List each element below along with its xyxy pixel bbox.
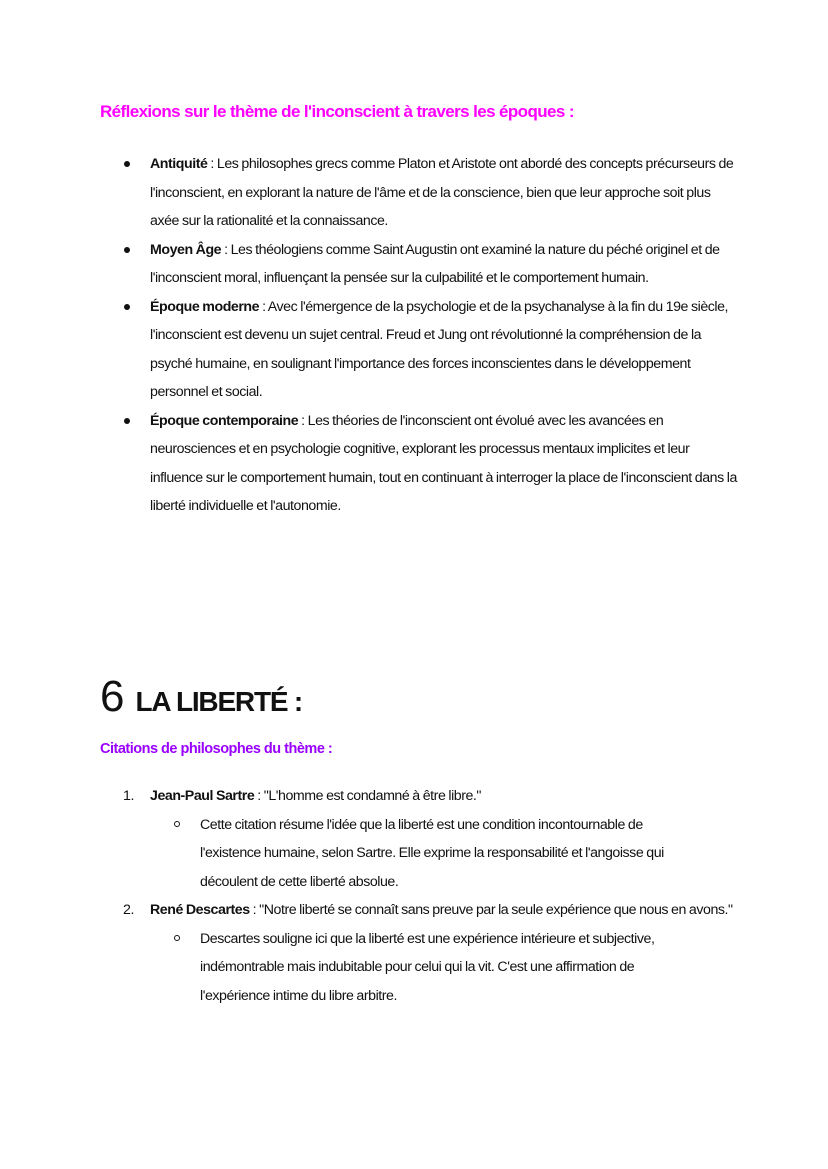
author-name: René Descartes [150,902,250,918]
item-text: : Les philosophes grecs comme Platon et Aristote ont abordé des concepts précurseurs de l'inconscient, en explorant la nature de l'âme et de la conscience, bien que leur approche soit plus axée sur la rationalité et la connaissance. [150,156,734,229]
comment-item [200,925,700,1011]
comment-sublist [200,811,700,897]
list-number: 1. [123,788,134,804]
term-label: Époque moderne [150,298,260,315]
bullet-icon [124,304,130,310]
hollow-bullet-icon [174,935,180,941]
citation-item-descartes [123,896,740,1010]
quote-text: : "L'homme est condamné à être libre." [254,788,482,804]
bullet-icon [124,418,130,424]
list-item-epoque-moderne [150,293,740,407]
item-text: : Les théologiens comme Saint Augustin ont examiné la nature du péché originel et de l'inconscient moral, influençant la pensée sur la culpabilité et le comportement humain. [150,241,720,286]
quote-text: : "Notre liberté se connaît sans preuve par la seule expérience que nous en avons." [249,902,733,918]
term-label: Moyen Âge [150,241,222,258]
list-item-moyen-age [150,236,740,293]
section-heading [100,672,302,722]
item-text: : Les théories de l'inconscient ont évolué avec les avancées en neurosciences et en psychologie cognitive, explorant les processus mentaux implicites et leur influence sur le comportement humain, tout en continuant à interroger la place de l'inconscient dans la liberté individuelle et l'autonomie. [150,412,737,514]
epochs-bullet-list [150,150,740,521]
term-label: Antiquité [150,156,208,172]
citations-numbered-list [123,782,740,1010]
citations-heading: Citations de philosophes du thème : [100,741,333,757]
section-title: LA LIBERTÉ : [135,686,303,717]
bullet-icon [124,161,130,167]
list-item-epoque-contemporaine [150,407,740,521]
term-label: Époque contemporaine [150,412,299,429]
list-item-antiquite [150,150,740,236]
item-text: : Avec l'émergence de la psychologie et de la psychanalyse à la fin du 19e siècle, l'inconscient est devenu un sujet central. Freud et Jung ont révolutionné la compréhension de la psyché humaine, en soulignant l'importance des forces inconscientes dans le développement personnel et social. [150,298,729,400]
list-number: 2. [123,902,134,918]
reflexions-heading: Réflexions sur le thème de l'inconscient à travers les époques : [100,102,574,121]
bullet-icon [124,247,130,253]
hollow-bullet-icon [174,821,180,827]
citation-item-sartre [123,782,740,896]
section-number: 6 [100,672,124,721]
comment-text: Cette citation résume l'idée que la liberté est une condition incontournable de l'existence humaine, selon Sartre. Elle exprime la responsabilité et l'angoisse qui découlent de cette liberté absolue. [200,816,664,890]
comment-sublist [200,925,700,1011]
author-name: Jean-Paul Sartre [150,788,255,804]
comment-text: Descartes souligne ici que la liberté est une expérience intérieure et subjective, indémontrable mais indubitable pour celui qui la vit. C'est une affirmation de l'expérience intime du libre arbitre. [200,930,655,1004]
comment-item [200,811,700,897]
